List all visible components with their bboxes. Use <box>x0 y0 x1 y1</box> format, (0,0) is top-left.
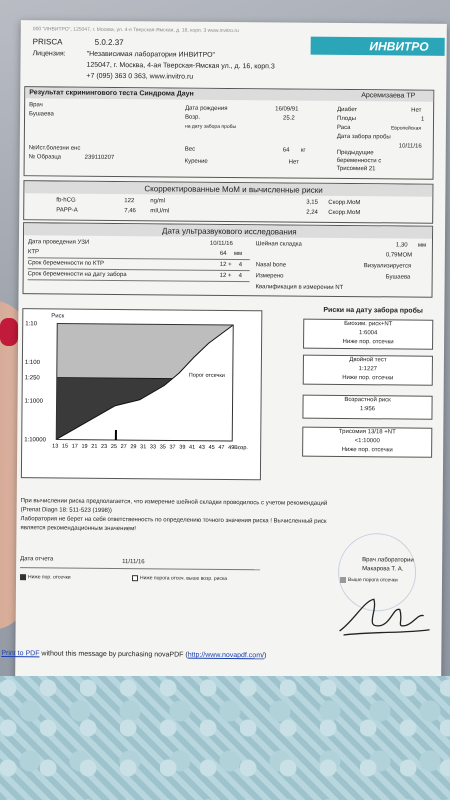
print-notice-end: ) <box>263 652 267 660</box>
lab-name: "Независимая лаборатория ИНВИТРО" <box>86 50 216 59</box>
us-date-value: 10/11/16 <box>209 240 233 248</box>
age-label: Возр. <box>185 114 201 121</box>
prev-label-2: беременности с <box>336 157 382 165</box>
us-title: Дата ультразвукового исследования <box>162 226 297 237</box>
race-label: Раса <box>336 124 351 132</box>
mom-title: Скорректированные МоМ и вычисленные риски <box>144 184 323 195</box>
risk-box-age <box>302 395 432 420</box>
cutoff-label: Порог отсечки <box>188 372 225 380</box>
prev-label-1: Предыдущие <box>336 149 374 157</box>
mom-row-corr-unit: Скорр.МоМ <box>328 199 361 207</box>
print-notice-text: without this message by purchasing novaPDF ( <box>39 650 188 659</box>
doctor-name: Бушаева <box>29 111 54 118</box>
weight-unit: кг <box>300 147 306 154</box>
x-tick-label: 43 <box>198 444 205 451</box>
mom-row-value: 122 <box>124 198 135 205</box>
legend-swatch-light <box>132 575 138 581</box>
mom-row-unit: ng/ml <box>150 198 166 205</box>
note-text-1: При вычислении риска предполагается, что измерение шейной складки проводилось с учетом рекомендаций <box>20 498 328 507</box>
x-tick-label: 13 <box>52 443 59 450</box>
note-text-3: Лаборатория не берет на себя ответственность по определению точного значения риска ! Вычисленный риск <box>20 516 327 525</box>
prev-label-3: Трисомией 21 <box>336 165 376 173</box>
age-sub: на дату забора пробы <box>184 123 237 131</box>
x-tick-label: 35 <box>159 444 166 451</box>
sample-date-label: Дата забора пробы <box>336 133 391 141</box>
x-tick-label: 39 <box>179 444 186 451</box>
x-tick-label: 19 <box>81 443 88 450</box>
mom-row-value: 7,46 <box>124 208 136 215</box>
chart-ylabel: Риск <box>51 313 65 320</box>
risk-box-label: Двойной тест <box>349 357 387 364</box>
x-tick-label: 21 <box>91 443 98 450</box>
birth-label: Дата рождения <box>185 105 228 112</box>
note-text-4: является рекомендационным значением! <box>20 525 136 533</box>
app-name: PRISCA <box>32 37 63 47</box>
term-ktr-value: 12 + <box>219 261 232 269</box>
nuchal-value: 1,30 <box>395 242 408 249</box>
risk-box-label: Возрастной риск <box>344 396 391 404</box>
mom-section <box>23 180 433 224</box>
y-tick-label: 1:1000 <box>24 398 43 405</box>
term-ktr-days: 4 <box>238 262 243 269</box>
x-tick-label: 15 <box>61 443 69 450</box>
note-text-2: (Prenat Diagn 18: 511-523 (1998)) <box>20 507 112 514</box>
age-value: 25.2 <box>283 115 295 122</box>
race-value: Европейская <box>390 125 422 132</box>
legend-below: Ниже пор. отсечки <box>28 574 71 581</box>
diabetes-label: Диабет <box>337 106 358 114</box>
risk-box-double <box>303 355 433 386</box>
report-date-underline <box>20 567 260 570</box>
y-tick-label: 1:250 <box>24 375 40 382</box>
mom-row-corr: 3,15 <box>306 199 319 206</box>
x-tick-label: 41 <box>189 444 196 451</box>
lab-contacts: +7 (095) 363 0 363, www.invitro.ru <box>86 72 194 81</box>
weight-label: Вес <box>184 146 196 153</box>
license-label: Лицензия: <box>32 50 66 58</box>
legend-swatch-grey <box>340 577 346 583</box>
mom-row-name: fb-hCG <box>56 197 76 204</box>
x-tick-label: 33 <box>149 444 157 451</box>
nasal-label: Nasal bone <box>255 262 287 269</box>
lab-doctor-name: Макарова Т. А. <box>362 566 404 573</box>
report-date-value: 11/11/16 <box>122 559 145 566</box>
mom-row-unit: mIU/ml <box>150 208 170 215</box>
measured-value: Бушаева <box>385 274 411 281</box>
print-to-pdf-link[interactable]: Print to PDF <box>1 650 40 658</box>
risk-box-trisomy <box>302 427 432 458</box>
term-sample-label: Срок беременности на дату забора <box>27 271 127 279</box>
risk-box-value: 1:1227 <box>358 366 378 373</box>
legend-swatch-dark <box>20 574 26 580</box>
x-axis-label: Возр. <box>234 445 248 452</box>
fabric-background <box>0 676 450 800</box>
ktr-value: 64 <box>219 250 227 257</box>
y-tick-label: 1:100 <box>24 359 40 366</box>
risk-box-value: <1:10000 <box>354 438 380 445</box>
nuchal-mom: 0,79МОМ <box>385 252 413 259</box>
risk-chart <box>21 308 262 480</box>
ktr-label: КТР <box>27 249 40 256</box>
x-tick-label: 45 <box>208 444 215 451</box>
legend-middle: Ниже порога отсеч. выше возр. риска <box>139 575 228 582</box>
mom-row-corr-unit: Скорр.МоМ <box>328 209 361 217</box>
app-version: 5.0.2.37 <box>94 37 124 48</box>
invitro-logo: ИНВИТРО <box>311 37 445 56</box>
print-notice <box>1 650 266 659</box>
risk-box-value: 1:6004 <box>358 330 378 337</box>
patient-section <box>24 86 435 180</box>
fetuses-label: Плоды <box>337 115 356 123</box>
x-tick-label: 31 <box>140 444 147 451</box>
mom-row-name: PAPP-A <box>56 207 78 214</box>
birth-value: 16/09/91 <box>275 106 299 113</box>
nuchal-unit: мм <box>417 242 427 249</box>
novapdf-link[interactable]: http://www.novapdf.com/ <box>187 651 265 660</box>
x-tick-label: 29 <box>130 444 137 451</box>
history-label: №Ист.болезни енс <box>28 145 81 152</box>
sample-date-value: 10/11/16 <box>398 143 422 150</box>
signature <box>333 591 433 646</box>
x-tick-label: 23 <box>101 443 108 450</box>
smoking-value: Нет <box>288 159 299 166</box>
us-date-label: Дата проведения УЗИ <box>27 239 90 246</box>
fingernail <box>0 318 18 346</box>
lab-address: 125047, г. Москва, 4-ая Тверская-Ямская ул., д. 16, корп.3 <box>86 61 275 71</box>
ktr-unit: мм <box>233 251 243 258</box>
risk-box-status: Ниже пор. отсечки <box>342 374 394 382</box>
risk-box-value: 1:956 <box>359 406 376 413</box>
x-tick-label: 47 <box>218 444 225 451</box>
lab-doctor-role: Врач лаборатории <box>362 557 414 564</box>
legend-above: Выше порога отсечки <box>347 577 398 584</box>
measured-label: Измерено <box>255 273 284 280</box>
patient-name: Арсемизаева ТР <box>361 92 416 100</box>
risk-chart-svg <box>22 319 261 479</box>
report-date-label: Дата отчета <box>20 556 54 563</box>
x-tick-label: 25 <box>110 443 117 451</box>
y-tick-label: 1:10 <box>25 321 37 328</box>
sample-no-label: № Образца <box>28 154 62 161</box>
diabetes-value: Нет <box>411 107 422 114</box>
sample-no-value: 239110207 <box>84 154 115 161</box>
risks-title: Риски на дату забора пробы <box>323 306 423 315</box>
header-fine-print: 000 "ИНВИТРО", 125047, г. Москва, ул. 4-я Тверская-Ямская, д. 16, корп. 3 www.invitro.ru <box>32 26 239 35</box>
risk-box-status: Ниже пор. отсечки <box>342 338 394 346</box>
fetuses-value: 1 <box>421 116 425 123</box>
smoking-label: Курение <box>184 158 208 165</box>
weight-value: 64 <box>282 147 290 154</box>
qual-label: Квалификация в измерении NT <box>255 284 344 291</box>
risk-box-label: Биохим. риск+NT <box>344 320 393 328</box>
result-title: Результат скринингового теста Синдрома Даун <box>29 89 194 98</box>
mom-row-corr: 2,24 <box>306 209 318 216</box>
risk-box-label: Трисомия 13/18 +NT <box>338 428 396 436</box>
x-tick-label: 49 <box>228 444 235 452</box>
term-sample-days: 4 <box>238 273 243 280</box>
y-tick-label: 1:10000 <box>24 437 46 444</box>
term-ktr-label: Срок беременности по КТР <box>27 260 105 267</box>
x-tick-label: 27 <box>120 444 127 451</box>
risk-box-status: Ниже пор. отсечки <box>341 446 393 454</box>
x-tick-label: 17 <box>71 443 78 450</box>
nuchal-label: Шейная складка <box>255 241 302 248</box>
x-tick-label: 37 <box>169 444 176 451</box>
term-sample-value: 12 + <box>219 272 232 280</box>
ultrasound-section <box>22 222 433 298</box>
report-sheet <box>1 20 447 684</box>
risk-box-biochem <box>303 319 433 350</box>
nasal-value: Визуализируется <box>363 263 412 270</box>
doctor-label: Врач <box>29 102 43 109</box>
us-divider <box>28 279 250 282</box>
